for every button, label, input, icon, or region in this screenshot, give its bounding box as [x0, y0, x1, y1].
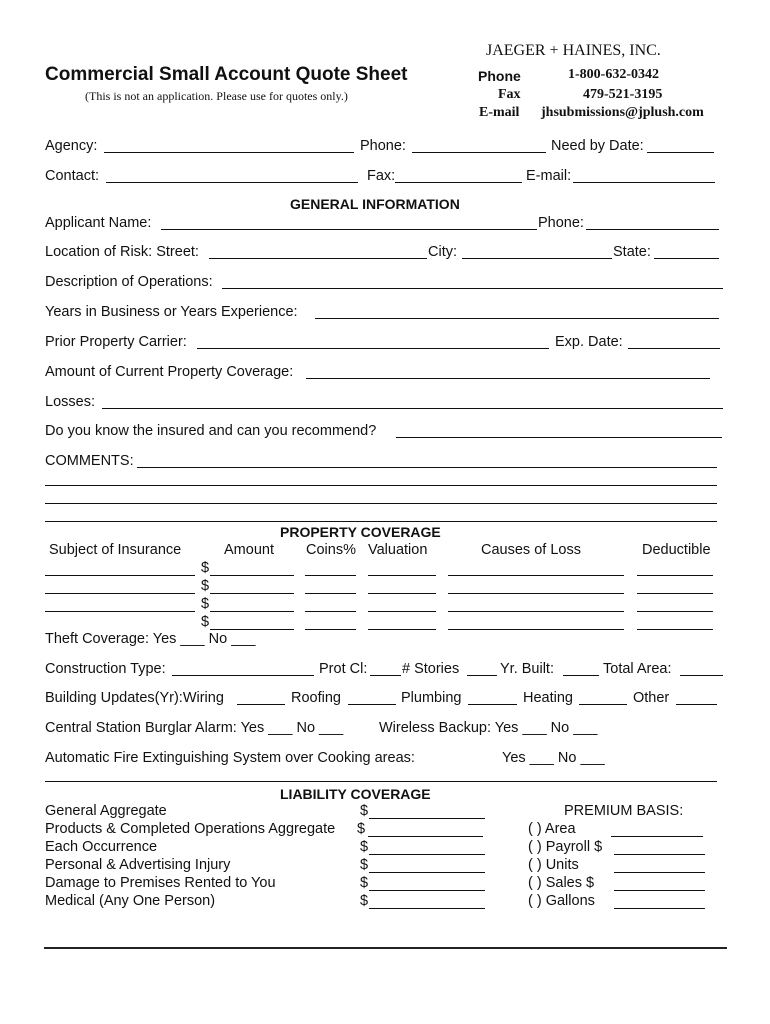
dollar-sign: $ [201, 578, 210, 594]
total-area-label: Total Area: [603, 661, 672, 677]
yr-built-label: Yr. Built: [500, 661, 554, 677]
subject-field[interactable] [45, 593, 195, 594]
basis-units-field[interactable] [614, 872, 705, 873]
liability-amount-field[interactable] [369, 890, 485, 891]
column-causes-of-loss: Causes of Loss [481, 542, 581, 558]
coins-field[interactable] [305, 593, 356, 594]
dollar-sign: $ [201, 596, 210, 612]
fire-system-label: Automatic Fire Extinguishing System over Cooking areas: [45, 750, 415, 766]
comments-field-line[interactable] [137, 467, 717, 468]
location-street-label: Location of Risk: Street: [45, 244, 199, 260]
heating-field[interactable] [579, 704, 627, 705]
fire-system-yes-no: Yes ___ No ___ [502, 750, 605, 766]
theft-coverage-label: Theft Coverage: Yes ___ No ___ [45, 631, 256, 647]
general-information-heading: GENERAL INFORMATION [290, 196, 460, 212]
know-insured-field[interactable] [396, 437, 722, 438]
company-email: jhsubmissions@jplush.com [541, 105, 704, 120]
causes-field[interactable] [448, 575, 624, 576]
applicant-phone-field[interactable] [586, 229, 719, 230]
state-label: State: [613, 244, 651, 260]
form-subtitle: (This is not an application. Please use for quotes only.) [85, 89, 348, 103]
deductible-field[interactable] [637, 611, 713, 612]
agency-label: Agency: [45, 138, 98, 154]
description-field[interactable] [222, 288, 723, 289]
stories-field[interactable] [467, 675, 497, 676]
agency-fax-field[interactable] [395, 182, 522, 183]
general-aggregate-label: General Aggregate [45, 803, 167, 819]
stories-label: # Stories [402, 661, 460, 677]
amount-coverage-label: Amount of Current Property Coverage: [45, 364, 294, 380]
liability-amount-field[interactable] [369, 854, 485, 855]
plumbing-field[interactable] [468, 704, 517, 705]
coins-field[interactable] [305, 611, 356, 612]
column-deductible: Deductible [642, 542, 711, 558]
yr-built-field[interactable] [563, 675, 599, 676]
basis-gallons-option[interactable]: ( ) Gallons [528, 893, 595, 909]
column-subject: Subject of Insurance [49, 542, 182, 558]
prot-cl-label: Prot Cl: [319, 661, 368, 677]
total-area-field[interactable] [680, 675, 723, 676]
coins-field[interactable] [305, 575, 356, 576]
basis-units-option[interactable]: ( ) Units [528, 857, 579, 873]
agency-fax-label: Fax: [367, 168, 396, 184]
deductible-field[interactable] [637, 593, 713, 594]
subject-field[interactable] [45, 575, 195, 576]
exp-date-field[interactable] [628, 348, 720, 349]
basis-sales-option[interactable]: ( ) Sales $ [528, 875, 595, 891]
updates-wiring-label: Building Updates(Yr):Wiring [45, 690, 224, 706]
premium-basis-heading: PREMIUM BASIS: [564, 803, 684, 819]
column-amount: Amount [224, 542, 274, 558]
comments-field-line[interactable] [45, 521, 717, 522]
losses-field[interactable] [102, 408, 723, 409]
other-label: Other [633, 690, 670, 706]
construction-type-field[interactable] [172, 675, 314, 676]
each-occurrence-label: Each Occurrence [45, 839, 158, 855]
prior-carrier-field[interactable] [197, 348, 549, 349]
wireless-backup-label: Wireless Backup: Yes ___ No ___ [379, 720, 598, 736]
need-by-date-label: Need by Date: [551, 138, 644, 154]
basis-sales-field[interactable] [614, 890, 705, 891]
agency-email-field[interactable] [573, 182, 715, 183]
description-label: Description of Operations: [45, 274, 213, 290]
section-divider [45, 781, 717, 782]
amount-field[interactable] [210, 611, 294, 612]
dollar-sign: $ [201, 614, 210, 630]
products-aggregate-label: Products & Completed Operations Aggregate [45, 821, 336, 837]
company-email-label: E-mail [479, 105, 520, 120]
construction-type-label: Construction Type: [45, 661, 166, 677]
agency-phone-field[interactable] [412, 152, 546, 153]
property-coverage-heading: PROPERTY COVERAGE [280, 524, 441, 540]
column-coins: Coins% [306, 542, 356, 558]
losses-label: Losses: [45, 394, 95, 410]
valuation-field[interactable] [368, 611, 436, 612]
burglar-alarm-label: Central Station Burglar Alarm: Yes ___ No ___ [45, 720, 344, 736]
city-field[interactable] [462, 258, 612, 259]
coins-field[interactable] [305, 629, 356, 630]
company-phone: 1-800-632-0342 [568, 67, 659, 82]
amount-coverage-field[interactable] [306, 378, 710, 379]
comments-label: COMMENTS: [45, 453, 134, 469]
basis-area-field[interactable] [611, 836, 703, 837]
liability-amount-field[interactable] [368, 836, 483, 837]
causes-field[interactable] [448, 629, 624, 630]
wiring-field[interactable] [237, 704, 285, 705]
company-fax-label: Fax [498, 87, 521, 102]
other-field[interactable] [676, 704, 717, 705]
basis-payroll-option[interactable]: ( ) Payroll $ [528, 839, 603, 855]
causes-field[interactable] [448, 611, 624, 612]
liability-amount-field[interactable] [369, 872, 485, 873]
company-fax: 479-521-3195 [583, 87, 663, 102]
amount-field[interactable] [210, 593, 294, 594]
contact-label: Contact: [45, 168, 99, 184]
agency-phone-label: Phone: [360, 138, 406, 154]
applicant-name-field[interactable] [161, 229, 537, 230]
heating-label: Heating [523, 690, 573, 706]
dollar-sign: $ [360, 857, 369, 873]
company-name: JAEGER + HAINES, INC. [486, 42, 661, 59]
medical-label: Medical (Any One Person) [45, 893, 216, 909]
valuation-field[interactable] [368, 593, 436, 594]
basis-area-option[interactable]: ( ) Area [528, 821, 576, 837]
dollar-sign: $ [360, 839, 369, 855]
valuation-field[interactable] [368, 629, 436, 630]
liability-coverage-heading: LIABILITY COVERAGE [280, 786, 431, 802]
roofing-field[interactable] [348, 704, 396, 705]
comments-field-line[interactable] [45, 503, 717, 504]
agency-email-label: E-mail: [526, 168, 572, 184]
liability-amount-field[interactable] [369, 908, 485, 909]
amount-field[interactable] [210, 629, 294, 630]
plumbing-label: Plumbing [401, 690, 462, 706]
contact-field[interactable] [106, 182, 358, 183]
dollar-sign: $ [357, 821, 366, 837]
liability-amount-field[interactable] [369, 818, 485, 819]
causes-field[interactable] [448, 593, 624, 594]
comments-field-line[interactable] [45, 485, 717, 486]
location-street-field[interactable] [209, 258, 427, 259]
amount-field[interactable] [210, 575, 294, 576]
prot-cl-field[interactable] [370, 675, 401, 676]
roofing-label: Roofing [291, 690, 341, 706]
dollar-sign: $ [360, 875, 369, 891]
personal-advertising-label: Personal & Advertising Injury [45, 857, 231, 873]
dollar-sign: $ [360, 893, 369, 909]
footer-rule [44, 947, 727, 949]
need-by-date-field[interactable] [647, 152, 714, 153]
basis-payroll-field[interactable] [614, 854, 705, 855]
applicant-name-label: Applicant Name: [45, 215, 152, 231]
know-insured-label: Do you know the insured and can you recommend? [45, 423, 377, 439]
applicant-phone-label: Phone: [538, 215, 584, 231]
dollar-sign: $ [201, 560, 210, 576]
deductible-field[interactable] [637, 629, 713, 630]
column-valuation: Valuation [368, 542, 428, 558]
subject-field[interactable] [45, 611, 195, 612]
exp-date-label: Exp. Date: [555, 334, 623, 350]
basis-gallons-field[interactable] [614, 908, 705, 909]
years-field[interactable] [315, 318, 719, 319]
state-field[interactable] [654, 258, 719, 259]
years-label: Years in Business or Years Experience: [45, 304, 298, 320]
damage-premises-label: Damage to Premises Rented to You [45, 875, 276, 891]
dollar-sign: $ [360, 803, 369, 819]
city-label: City: [428, 244, 457, 260]
company-phone-label: Phone [478, 68, 521, 84]
agency-field[interactable] [104, 152, 354, 153]
form-title: Commercial Small Account Quote Sheet [45, 64, 408, 85]
prior-carrier-label: Prior Property Carrier: [45, 334, 187, 350]
deductible-field[interactable] [637, 575, 713, 576]
valuation-field[interactable] [368, 575, 436, 576]
